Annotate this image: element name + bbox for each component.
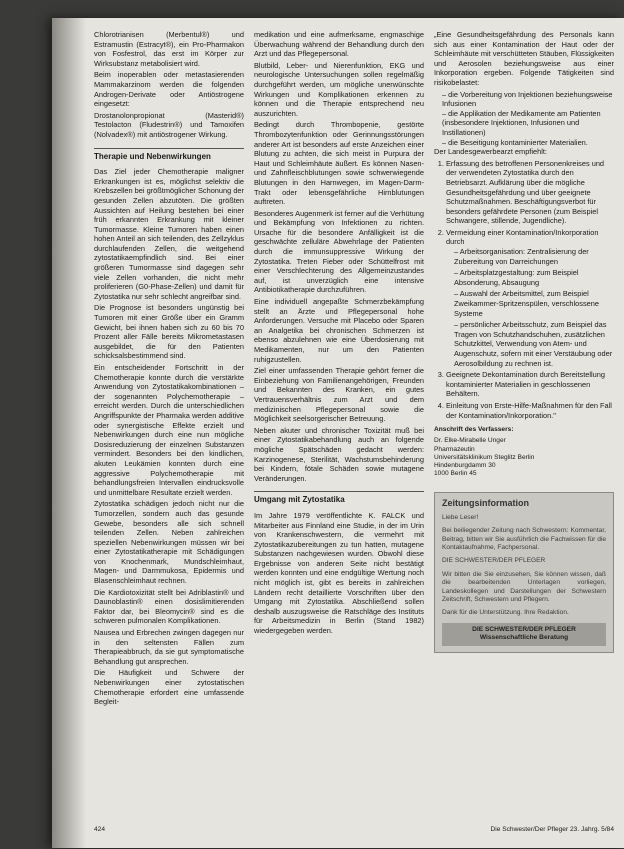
paragraph: Ein entscheidender Fortschritt in der Chemotherapie konnte durch die verstärkte Anwendung von Zytostatikakombinationen – der sogenannten Polychemotherapie – erreicht werden. Durch die unterschiedlichen Angriffspunkte der Pharmaka werden additive oder synergistische Effekte erzielt und Nebenwirkungen durch eine nun mögliche Dosisreduzierung der einzelnen Substanzen vermindert. Besonders bei den kindlichen, akuten Leukämien konnten durch eine aggressive Polychemotherapie mit behandlungsfreien Intervallen eindrucksvolle und unmittelbare Resultate erzielt werden.: [94, 363, 244, 497]
section-heading: Therapie und Nebenwirkungen: [94, 148, 244, 162]
list-item-text: Einleitung von Erste-Hilfe-Maßnahmen für den Fall der Kontamination/Inkorporation.": [446, 400, 612, 420]
info-box: [434, 492, 614, 652]
paragraph: Nausea und Erbrechen zwingen dagegen nur in den seltensten Fällen zum Therapieabbruch, da sie gut symptomatische Behandlung gut ansprechen.: [94, 628, 244, 666]
list-item: – die Beseitigung kontaminierter Materialien.: [442, 138, 614, 148]
list-item: [446, 159, 614, 226]
paragraph: Zytostatika schädigen jedoch nicht nur die Tumorzellen, sondern auch das gesunde Gewebe, besonders alle sich schnell teilenden Zellen. Neben zahlreichen speziellen Nebenwirkungen müssen wir bei einer Zytostatikatherapie mit Schädigungen von Knochenmark, Mundschleimhaut, Magen- und Darmmukosa, Epidermis und Blasenschleimhaut rechnen.: [94, 499, 244, 586]
paragraph: Neben akuter und chronischer Toxizität muß bei einer Zytostatikabehandlung auch an folgende mögliche Spätschäden gedacht werden: Karzinogenese, Sterilität, Wachstumsbehinderung bei Kindern, fötale Schäden sowie mutagene Veränderungen.: [254, 425, 424, 483]
info-box-text: DIE SCHWESTER/DER PFLEGER: [442, 557, 546, 565]
address-line: Dr. Elke-Mirabelle Unger: [434, 437, 506, 445]
list-item: [446, 401, 614, 420]
info-box-banner: DIE SCHWESTER/DER PFLEGER Wissenschaftliche Beratung: [442, 623, 606, 646]
list-item: – die Vorbereitung von Injektionen beziehungsweise Infusionen: [442, 90, 614, 109]
paragraph: Im Jahre 1979 veröffentlichte K. FALCK und Mitarbeiter aus Finnland eine Studie, in der im Urin von Krankenschwestern, die vermehrt mit Zytostatikazubereitungen zu tun hatten, mutagene Substanzen nachgewiesen wurden. Obwohl diese Ergebnisse von anderen Seite nicht bestätigt werden konnten und eine endgültige Wertung noch nicht möglich ist, gibt es bereits in zahlreichen Ländern recht detaillierte Vorschriften über den Umgang mit Zytostatika. Abschließend sollen deshalb auszugsweise die Ratschläge des Instituts für Arbeitsmedizin in Berlin (Stand 1982) wiedergegeben werden.: [254, 510, 424, 636]
recommendation-list: [434, 159, 614, 420]
document-page: [52, 18, 624, 848]
address-line: 1000 Berlin 45: [434, 470, 477, 478]
address-line: Hindenburgdamm 30: [434, 461, 496, 469]
paragraph: Chlorotrianisen (Merbentul®) und Estramustin (Estracyt®), ein Pro-Pharmakon von Fosfestrol, das erst im Körper zur Wirksubstanz metabolisiert wird.: [94, 30, 244, 68]
paragraph: Die Kardiotoxizität stellt bei Adriblastin® und Daunoblastin® einen dosislimitierenden Faktor dar, bei Bleomycin® sind es die schweren pulmonalen Komplikationen.: [94, 587, 244, 626]
paragraph: medikation und eine aufmerksame, engmaschige Überwachung während der Behandlung durch den Arzt und das Pflegepersonal.: [254, 30, 424, 59]
quote-paragraph: „Eine Gesundheitsgefährdung des Personals kann sich aus einer Kontamination der Haut oder der Schleimhäute mit verschütteten Stäuben, Flüssigkeiten und Aerosolen beziehungsweise aus einer Inkorporation ergeben. Folgende Tätigkeiten sind risikobelastet:: [434, 30, 614, 87]
paragraph: Der Landesgewerbearzt empfiehlt:: [434, 147, 547, 157]
author-address: [434, 426, 614, 478]
list-item-text: Geeignete Dekontamination durch Bereitstellung kontaminierter Materialien in geschlossenen Behältern.: [446, 370, 605, 399]
sub-list-item: – persönlicher Arbeitsschutz, zum Beispiel das Tragen von Schutzhandschuhen, zusätzlichen Schutzkittel, Verwendung von Atem- und Augenschutz, sofern mit einer Verstäubung oder Aerosolbildung zu rechnen ist.: [454, 320, 614, 368]
address-line: Pharmazeutin: [434, 445, 475, 453]
list-item-text: Vermeidung einer Kontamination/Inkorporation durch: [446, 227, 599, 247]
address-line: Universitätsklinikum Steglitz Berlin: [434, 453, 535, 461]
risk-list: [434, 90, 614, 148]
paragraph: Die Häufigkeit und Schwere der Nebenwirkungen einer zytostatischen Chemotherapie erfordert eine umfassende Begleit-: [94, 668, 244, 707]
list-item: [446, 370, 614, 399]
sub-list-item: – Arbeitsplatzgestaltung: zum Beispiel Absonderung, Absaugung: [454, 268, 614, 287]
column-middle: [254, 30, 424, 638]
page-gutter-shadow: [52, 18, 86, 848]
journal-reference: Die Schwester/Der Pfleger 23. Jahrg. 5/84: [490, 826, 614, 833]
info-box-text: Bei beiliegender Zeitung nach Schwestern: Kommentar, Beitrag, bitten wir Sie ausführlich die Fachwissen für die Kontaktaufnahme, Fachpersonal.: [442, 527, 606, 551]
paragraph: Bedingt durch Thrombopenie, gestörte Thrombozytenfunktion oder Gerinnungsstörungen anderer Art ist besonders auf erste Anzeichen einer Blutung zu achten, die sich meist in Purpura der Haut und Schleimhäute äußert. Es können Nasen- und Zahnfleischblutungen sowie schwerwiegende Blutungen in den Harnwegen, im Magen-Darm-Trakt oder lebensgefährliche Hirnblutungen auftreten.: [254, 120, 424, 207]
sub-list-item: – Auswahl der Arbeitsmittel, zum Beispiel Zweikammer-Spritzenspülen, verschlossene Systeme: [454, 289, 614, 318]
paragraph: Das Ziel jeder Chemotherapie maligner Erkrankungen ist es, möglichst selektiv die Krebszellen bei größtmöglicher Schonung der gesunden Zellen abzutöten. Die größten Aussichten auf Heilung bestehen bei einer früh erkannten Erkrankung mit kleiner Tumormasse. Kleine Tumoren haben einen hohen Anteil an sich teilenden, des Zellzyklus durchlaufenden Zellen, die weitgehend zytostatikaempfindlich sind. Bei einer größeren Tumormasse sind dagegen sehr viele Zellen vorhanden, die nicht mehr proliferieren (G0-Phase-Zellen) und damit für Zytostatika nur sehr schlecht angreifbar sind.: [94, 167, 244, 301]
paragraph: Eine individuell angepaßte Schmerzbekämpfung stellt an Ärzte und Pflegepersonal hohe Anforderungen. Versuche mit Placebo oder Sparen an Analgetika bei chronischen Schmerzen ist ebenso abzulehnen wie eine Überdosierung mit Medikamenten, nur um den Patienten ruhigzustellen.: [254, 297, 424, 364]
info-box-title: Zeitungsinformation: [442, 498, 529, 509]
address-heading: Anschrift des Verfassers:: [434, 426, 514, 434]
info-box-text: Wir bitten die Sie einzusehen, Sie können wissen, daß die bearbeitenden Unterlagen vorliegen, Landeskollegen und Darstellungen der Schwestern Zeitschrift, Schwestern und Pflegern.: [442, 570, 606, 604]
list-item: – die Applikation der Medikamente am Patienten (insbesondere Injektionen, Infusionen und Instillationen): [442, 109, 614, 138]
paragraph: Die Prognose ist besonders ungünstig bei Tumoren mit einer Größe über ein Gramm Gewicht, bei ihnen haben sich zu 60 bis 70 Prozent aller Fälle bereits Mikrometastasen ausgebildet, die für den Patienten schicksalsbestimmend sind.: [94, 303, 244, 361]
list-item: [446, 228, 614, 368]
paragraph: Blutbild, Leber- und Nierenfunktion, EKG und neurologische Untersuchungen sollen regelmäßig durchgeführt werden, um mögliche unerwünschte Wirkungen und Komplikationen erkennen zu können und die Therapie entsprechend neu auszurichten.: [254, 60, 424, 118]
column-left: [94, 30, 244, 709]
paragraph: Ziel einer umfassenden Therapie gehört ferner die Einbeziehung von Familienangehörigen, Freunden und Bekannten des Kranken, ein gutes Vertrauensverhältnis zum Arzt und dem medizinischen Pflegepersonal sowie die Möglichkeit seelsorgerischer Betreuung.: [254, 366, 424, 424]
paragraph: Drostanolonpropionat (Masterid®) Testolacton (Fludestrin®) und Tamoxifen (Nolvadex®) mit antiöstrogener Wirkung.: [94, 110, 244, 139]
paragraph: Beim inoperablen oder metastasierenden Mammakarzinom werden die folgenden Androgen-Derivate oder Antiöstrogene eingesetzt:: [94, 70, 244, 109]
sub-list-item: – Arbeitsorganisation: Zentralisierung der Zubereitung von Darreichungen: [454, 247, 614, 266]
list-item-text: Erfassung des betroffenen Personenkreises und der verwendeten Zytostatika durch den Betriebsarzt. Aufklärung über die mögliche Gesundheitsgefährdung und über geeignete Schutzmaßnahmen. Beschäftigungsverbot für besonders gefährdete Personen (zum Beispiel Schwangere, stillende, Jugendliche).: [446, 158, 605, 226]
info-box-text: Dank für die Unterstützung. Ihre Redaktion.: [442, 609, 569, 617]
paragraph: Besonderes Augenmerk ist ferner auf die Verhütung und Bekämpfung von Infektionen zu richten. Ursache für die besondere Anfälligkeit ist die geschwächte zelluläre Abwehrlage der Patienten durch die immunsuppressive Wirkung der Zytostatika. Treten Fieber oder Schüttelfrost mit einer Verschlechterung des Allgemeinzustandes auf, ist unverzüglich eine intensive Antibiotikatherapie durchzuführen.: [254, 208, 424, 295]
page-number: 424: [94, 826, 106, 833]
section-heading: Umgang mit Zytostatika: [254, 491, 424, 505]
sub-list: [446, 247, 614, 368]
info-box-text: Liebe Leser!: [442, 513, 479, 521]
column-right: [434, 30, 614, 653]
